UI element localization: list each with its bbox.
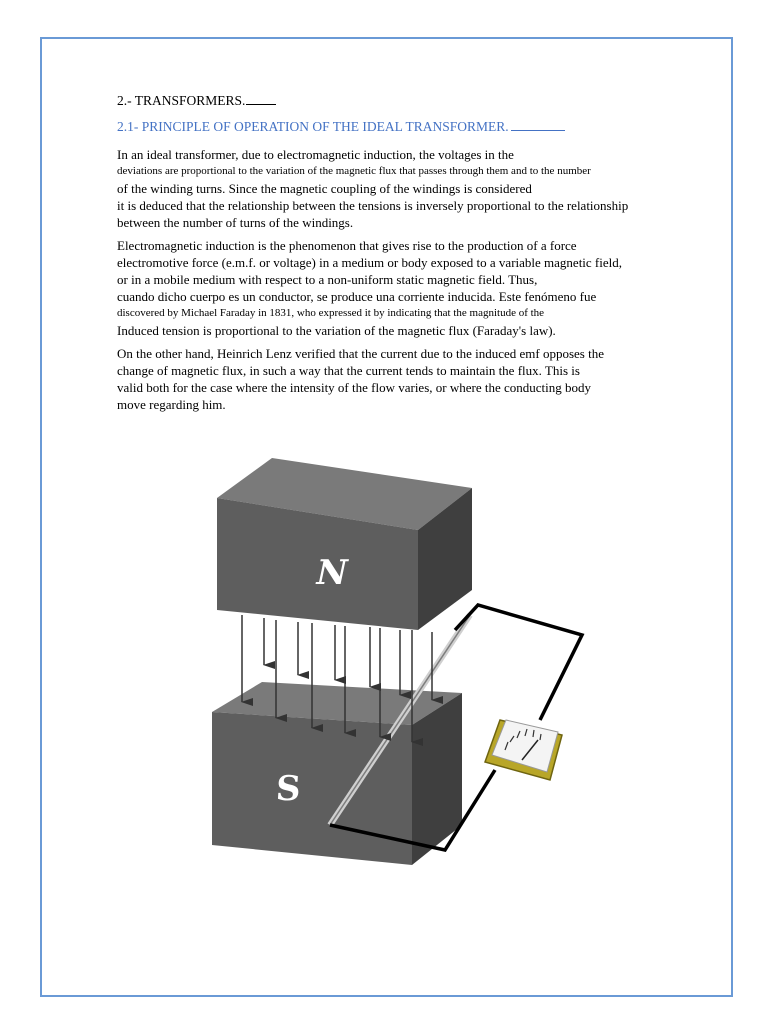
south-magnet-front — [212, 712, 412, 865]
paragraph-line: Electromagnetic induction is the phenomenon that gives rise to the production of a force — [117, 238, 577, 253]
heading-underline — [246, 103, 276, 105]
paragraph-line: move regarding him. — [117, 397, 226, 412]
paragraph-line: change of magnetic flux, in such a way that the current tends to maintain the flux. This is — [117, 363, 580, 378]
document-body — [117, 90, 677, 419]
paragraph-line: of the winding turns. Since the magnetic coupling of the windings is considered — [117, 181, 532, 196]
paragraph-line: or in a mobile medium with respect to a non-uniform static magnetic field. Thus, — [117, 272, 538, 287]
paragraph-line: discovered by Michael Faraday in 1831, who expressed it by indicating that the magnitude of the — [117, 307, 545, 319]
paragraph-line: electromotive force (e.m.f. or voltage) in a medium or body exposed to a variable magnetic field, — [117, 255, 623, 270]
section-heading-text: 2.- TRANSFORMERS. — [117, 93, 246, 108]
paragraph-line: deviations are proportional to the variation of the magnetic flux that passes through them and to the number — [117, 165, 591, 177]
north-label: N — [312, 553, 352, 593]
paragraph-line: On the other hand, Heinrich Lenz verified that the current due to the induced emf opposes the — [117, 346, 604, 361]
south-magnet — [212, 682, 462, 865]
galvanometer — [485, 720, 562, 780]
paragraph-line: it is deduced that the relationship between the tensions is inversely proportional to the relationship — [117, 198, 629, 213]
north-magnet — [217, 458, 472, 630]
paragraph-1 — [117, 146, 677, 231]
paragraph-line: Induced tension is proportional to the variation of the magnetic flux (Faraday's law). — [117, 323, 556, 338]
paragraph-line: In an ideal transformer, due to electromagnetic induction, the voltages in the — [117, 147, 514, 162]
circuit-wire — [455, 605, 582, 720]
paragraph-2 — [117, 237, 677, 339]
induction-illustration — [200, 450, 600, 875]
paragraph-line: cuando dicho cuerpo es un conductor, se produce una corriente inducida. Este fenómeno fue — [117, 289, 597, 304]
paragraph-line: valid both for the case where the intensity of the flow varies, or where the conducting body — [117, 380, 591, 395]
subheading-underline — [511, 129, 565, 131]
paragraph-line: between the number of turns of the windings. — [117, 215, 354, 230]
section-heading — [117, 93, 677, 109]
subsection-heading-text: 2.1- PRINCIPLE OF OPERATION OF THE IDEAL TRANSFORMER. — [117, 119, 509, 134]
paragraph-3 — [117, 345, 677, 413]
subsection-heading — [117, 119, 677, 135]
south-label: S — [274, 769, 302, 809]
